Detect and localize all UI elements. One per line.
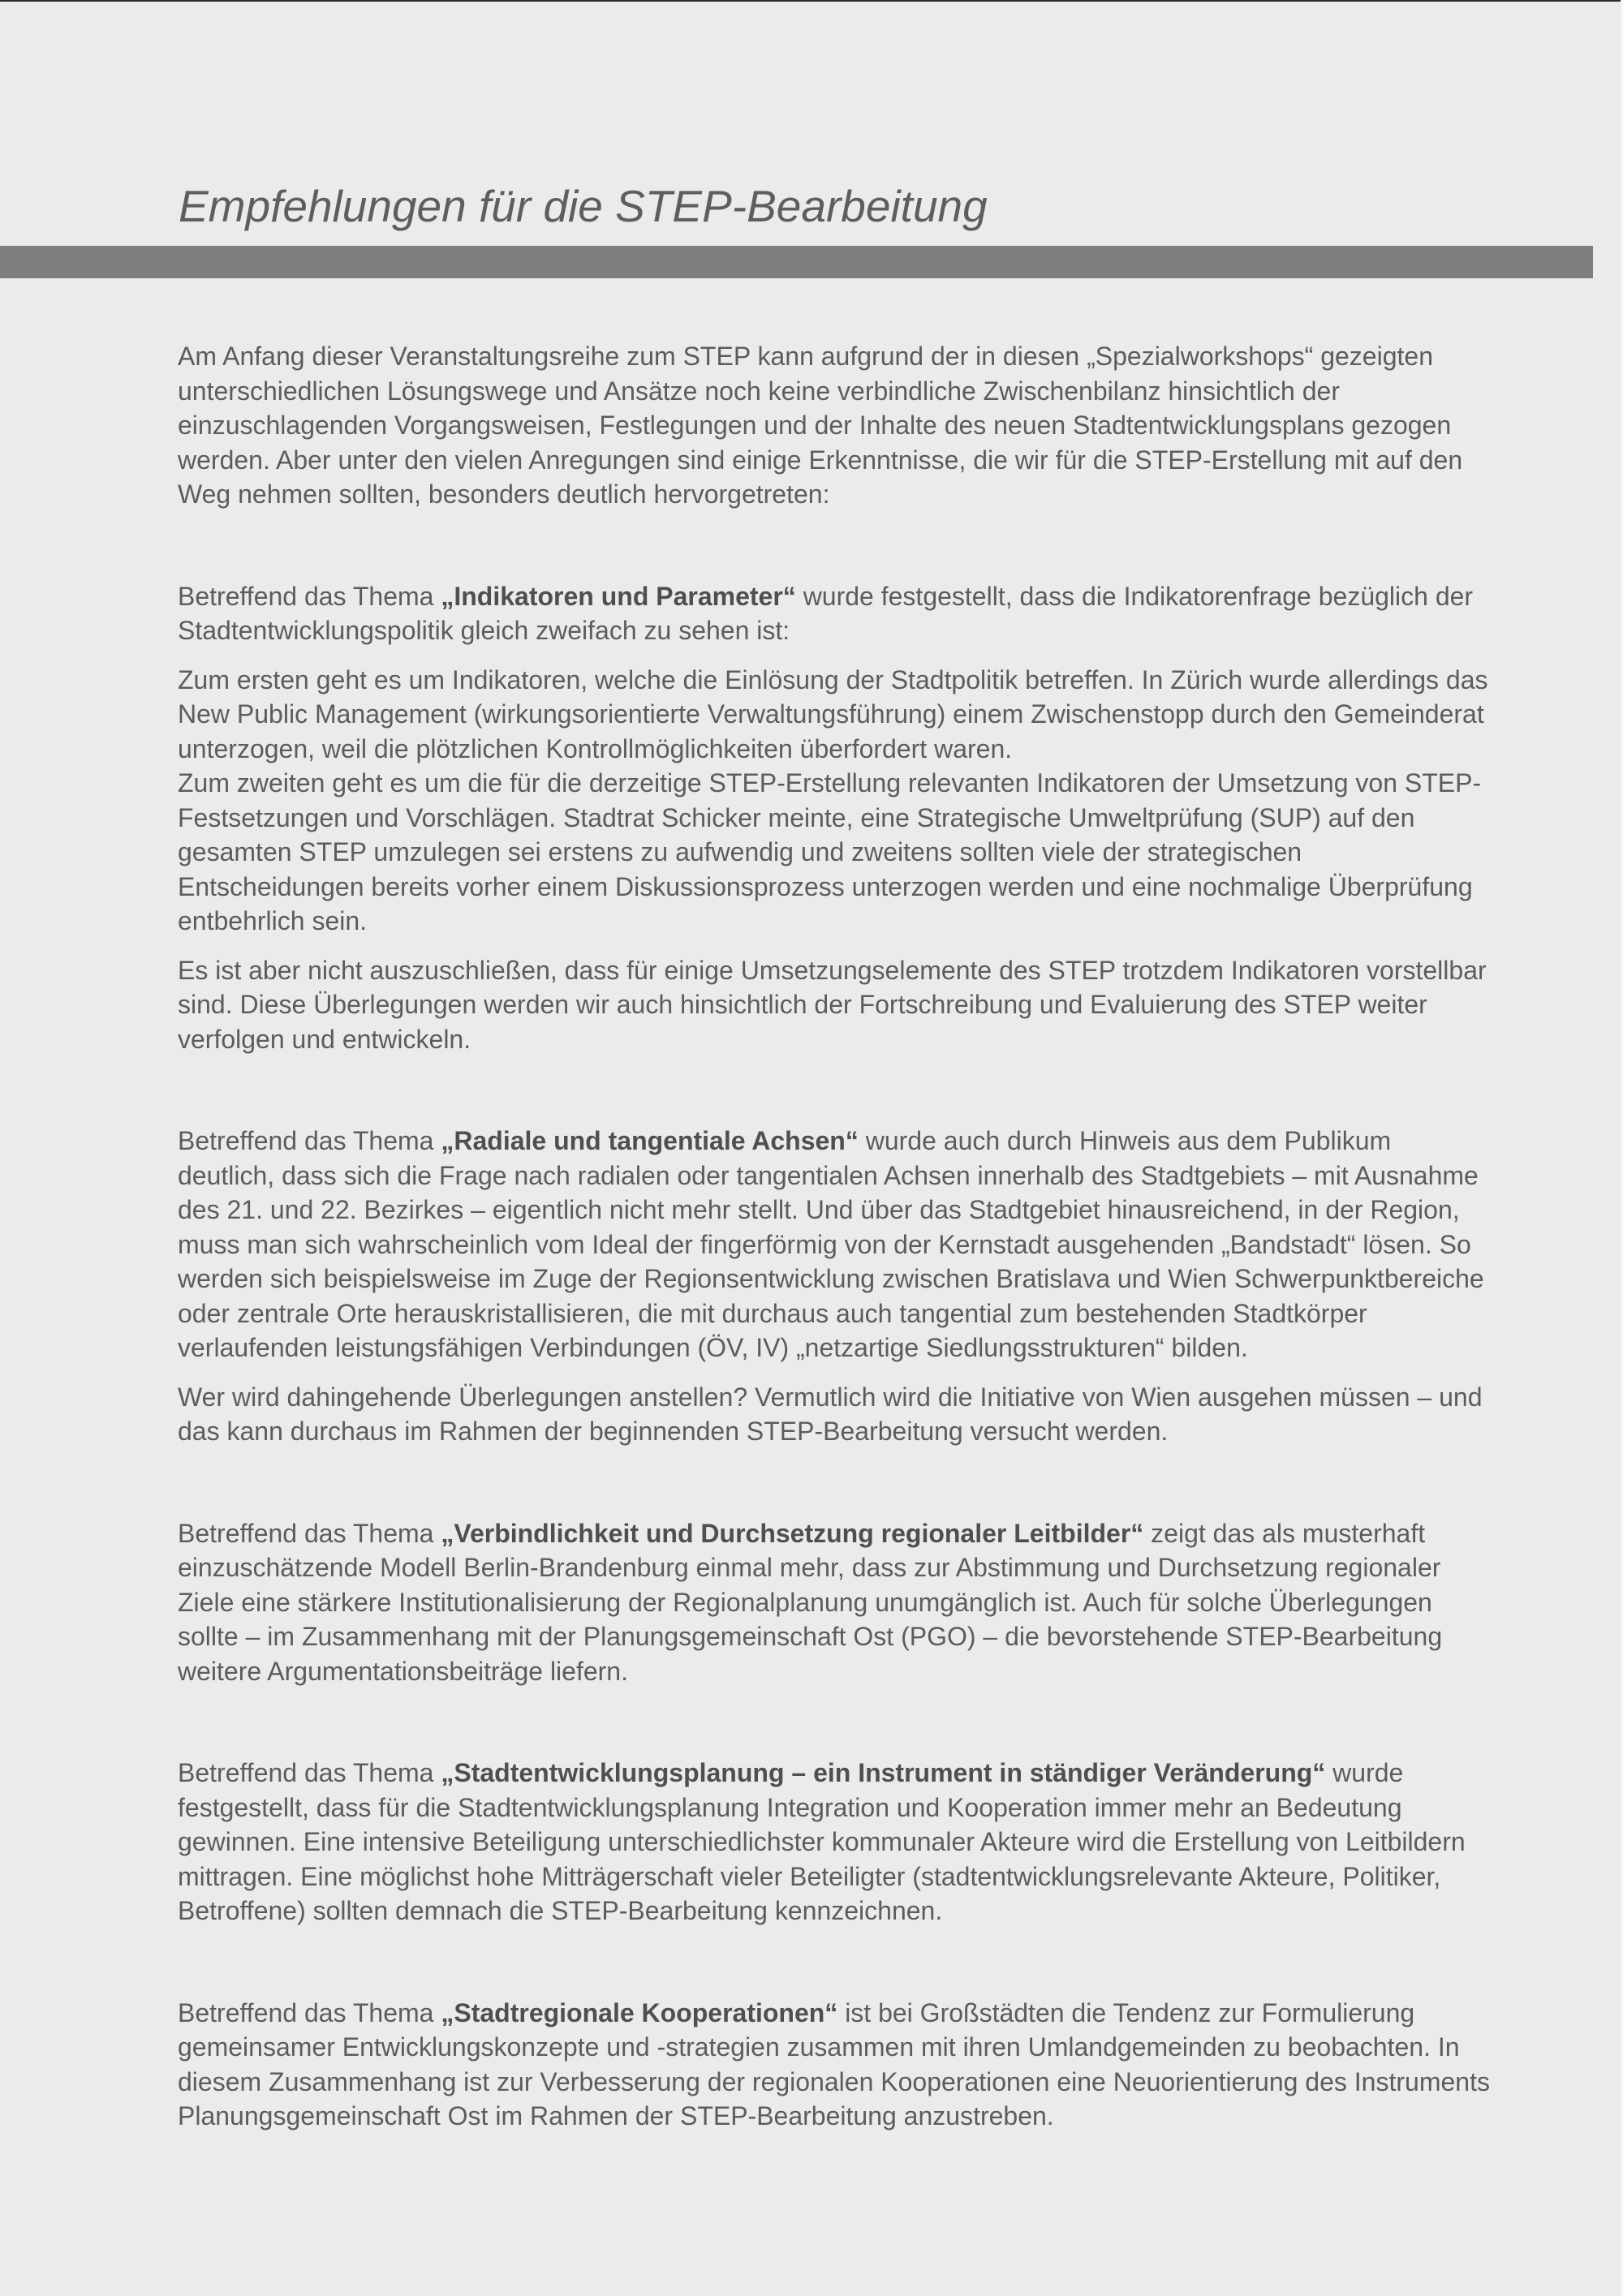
title-underline-bar [0, 246, 1593, 278]
section-kooperationen-paragraph [178, 1996, 1492, 2134]
section-lead: Betreffend das Thema [178, 1126, 441, 1155]
section-text: zeigt das als musterhaft einzuschätzende Modell Berlin-Brandenburg einmal mehr, dass zur Abstimmung und Durchsetzung regionaler Ziele eine stärkere Institutionalisierung der Regionalplanung unumgänglich ist. Auch für solche Überlegungen sollte – im Zusammenhang mit der Planungsgemeinschaft Ost (PGO) – die bevorstehende STEP-Bearbeitung weitere Argumentationsbeiträge liefern. [178, 1518, 1443, 1686]
section-topic-stadtentwicklungsplanung: „Stadtentwicklungsplanung – ein Instrument in ständiger Veränderung“ [441, 1758, 1326, 1787]
section-lead: Betreffend das Thema [178, 581, 441, 611]
intro-paragraph: Am Anfang dieser Veranstaltungsreihe zum STEP kann aufgrund der in diesen „Spezialworkshops“ gezeigten unterschiedlichen Lösungswege und Ansätze noch keine verbindliche Zwischenbilanz hinsichtlich der einzuschlagenden Vorgangsweisen, Festlegungen und der Inhalte des neuen Stadtentwicklungsplans gezogen werden. Aber unter den vielen Anregungen sind einige Erkenntnisse, die wir für die STEP-Erstellung mit auf den Weg nehmen sollten, besonders deutlich hervorgetreten: [178, 342, 1463, 509]
section-topic-indikatoren: „Indikatoren und Parameter“ [441, 581, 796, 611]
section-lead: Betreffend das Thema [178, 1758, 441, 1787]
section-text: ist bei Großstädten die Tendenz zur Formulierung gemeinsamer Entwicklungskonzepte und -strategien zusammen mit ihren Umlandgemeinden zu beobachten. In diesem Zusammenhang ist zur Verbesserung der regionalen Kooperationen eine Neuorientierung des Instruments Planungsgemeinschaft Ost im Rahmen der STEP-Bearbeitung anzustreben. [178, 1997, 1490, 2130]
section-topic-achsen: „Radiale und tangentiale Achsen“ [441, 1126, 859, 1155]
section-leitbilder-paragraph [178, 1516, 1492, 1689]
section-topic-leitbilder: „Verbindlichkeit und Durchsetzung regionaler Leitbilder“ [441, 1518, 1144, 1548]
section-lead: Betreffend das Thema [178, 1518, 441, 1548]
section-text: wurde festgestellt, dass für die Stadtentwicklungsplanung Integration und Kooperation immer mehr an Bedeutung gewinnen. Eine intensive Beteiligung unterschiedlichster kommunaler Akteure wird die Erstellung von Leitbildern mittragen. Eine möglichst hohe Mitträgerschaft vieler Beteiligter (stadtentwicklungsrelevante Akteure, Politiker, Betroffene) sollten demnach die STEP-Bearbeitung kennzeichnen. [178, 1758, 1466, 1925]
section-lead: Betreffend das Thema [178, 1997, 441, 2027]
indikatoren-paragraph-4: Es ist aber nicht auszuschließen, dass für einige Umsetzungselemente des STEP trotzdem Indikatoren vorstellbar sind. Diese Überlegungen werden wir auch hinsichtlich der Fortschreibung und Evaluierung des STEP weiter verfolgen und entwickeln. [178, 955, 1487, 1054]
section-achsen-paragraph [178, 1124, 1492, 1365]
indikatoren-paragraph-2: Zum ersten geht es um Indikatoren, welche die Einlösung der Stadtpolitik betreffen. In Zürich wurde allerdings das New Public Management (wirkungsorientierte Verwaltungsführung) einem Zwischenstopp durch den Gemeinderat unterzogen, weil die plötzlichen Kontrollmöglichkeiten überfordert waren. [178, 664, 1488, 763]
section-indikatoren-paragraph [178, 579, 1492, 648]
section-text: wurde auch durch Hinweis aus dem Publikum deutlich, dass sich die Frage nach radialen oder tangentialen Achsen innerhalb des Stadtgebiets – mit Ausnahme des 21. und 22. Bezirkes – eigentlich nicht mehr stellt. Und über das Stadtgebiet hinausreichend, in der Region, muss man sich wahrscheinlich vom Ideal der fingerförmig von der Kernstadt ausgehenden „Bandstadt“ lösen. So werden sich beispielsweise im Zuge der Regionsentwicklung zwischen Bratislava und Wien Schwerpunktbereiche oder zentrale Orte herauskristallisieren, die mit durchaus auch tangential zum bestehenden Stadtkörper verlaufenden leistungsfähigen Verbindungen (ÖV, IV) „netzartige Siedlungsstrukturen“ bilden. [178, 1126, 1484, 1362]
section-topic-kooperationen: „Stadtregionale Kooperationen“ [441, 1997, 838, 2027]
achsen-paragraph-2: Wer wird dahingehende Überlegungen anstellen? Vermutlich wird die Initiative von Wien ausgehen müssen – und das kann durchaus im Rahmen der beginnenden STEP-Bearbeitung versucht werden. [178, 1382, 1483, 1446]
section-stadtentwicklungsplanung-paragraph [178, 1756, 1492, 1928]
section-text: wurde festgestellt, dass die Indikatorenfrage bezüglich der Stadtentwicklungspolitik gleich zweifach zu sehen ist: [178, 581, 1474, 645]
top-border-line [0, 0, 1623, 2]
document-body [178, 339, 1492, 2134]
page-title: Empfehlungen für die STEP-Bearbeitung [179, 181, 988, 231]
indikatoren-paragraph-3: Zum zweiten geht es um die für die derzeitige STEP-Erstellung relevanten Indikatoren der Umsetzung von STEP-Festsetzungen und Vorschlägen. Stadtrat Schicker meinte, eine Strategische Umweltprüfung (SUP) auf den gesamten STEP umzulegen sei erstens zu aufwendig und zweitens sollten viele der strategischen Entscheidungen bereits vorher einem Diskussionsprozess unterzogen werden und eine nochmalige Überprüfung entbehrlich sein. [178, 768, 1482, 935]
